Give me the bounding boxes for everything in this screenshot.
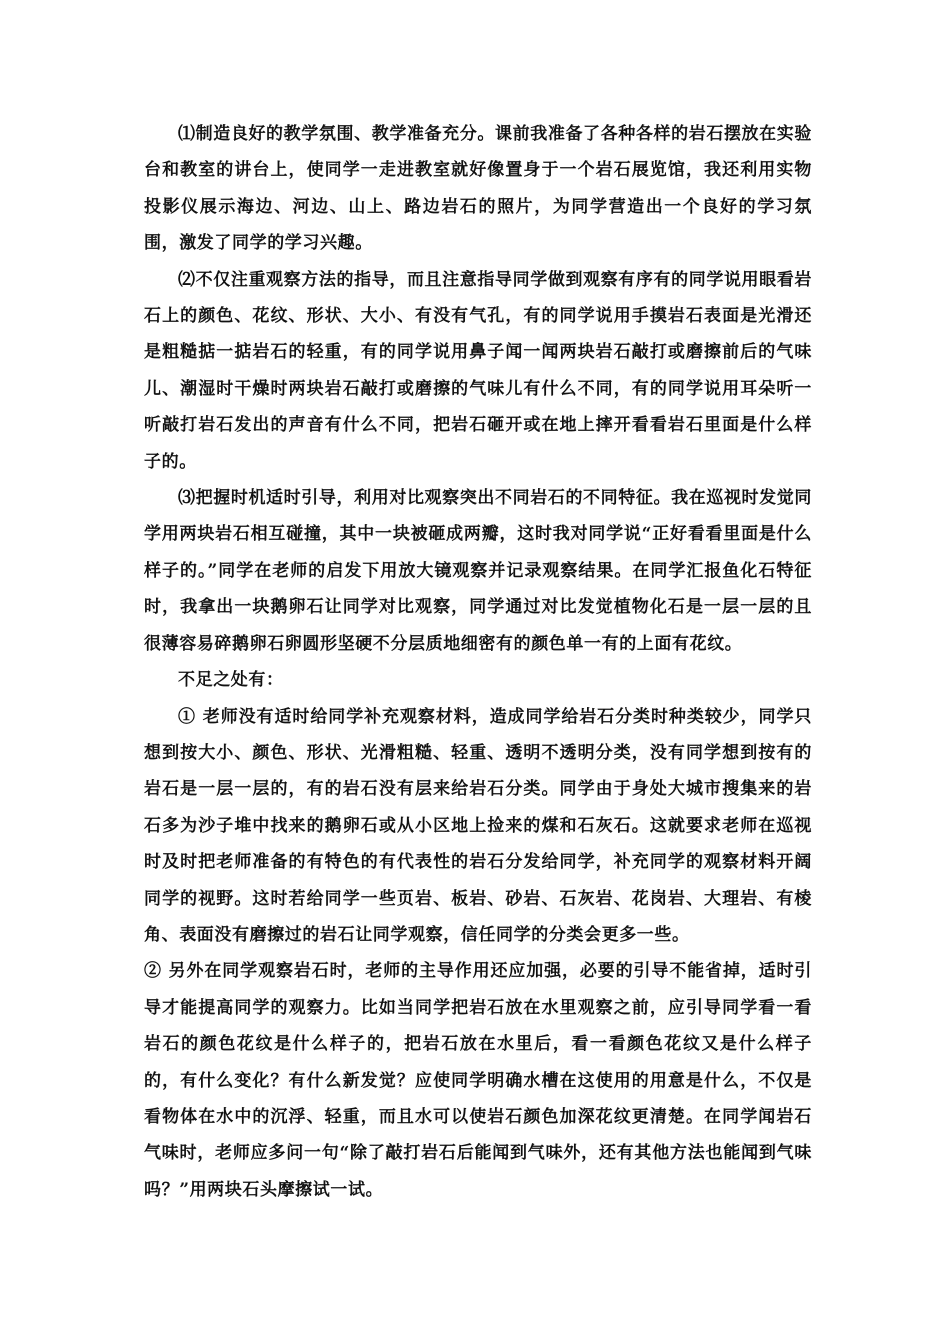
paragraph-1: ⑴制造良好的教学氛围、教学准备充分。课前我准备了各种各样的岩石摆放在实验台和教室的讲台上，使同学一走进教室就好像置身于一个岩石展览馆，我还利用实物投影仪展示海边、河边、山上、路边岩石的照片，为同学营造出一个良好的学习氛围，激发了同学的学习兴趣。	[144, 124, 812, 254]
shortcomings-heading: 不足之处有：	[178, 670, 284, 691]
shortcoming-2: ② 另外在同学观察岩石时，老师的主导作用还应加强，必要的引导不能省掉，适时引导才能提高同学的观察力。比如当同学把岩石放在水里观察之前，应引导同学看一看岩石的颜色花纹是什么样子的，把岩石放在水里后，看一看颜色花纹又是什么样子的，有什么变化？有什么新发觉？应使同学明确水槽在这使用的用意是什么，不仅是看物体在水中的沉浮、轻重，而且水可以使岩石颜色加深花纹更清楚。在同学闻岩石气味时，老师应多问一句“除了敲打岩石后能闻到气味外，还有其他方法也能闻到气味吗？”用两块石头摩擦试一试。	[144, 961, 812, 1200]
paragraph-2: ⑵不仅注重观察方法的指导，而且注意指导同学做到观察有序有的同学说用眼看岩石上的颜色、花纹、形状、大小、有没有气孔，有的同学说用手摸岩石表面是光滑还是粗糙掂一掂岩石的轻重，有的同学说用鼻子闻一闻两块岩石敲打或磨擦前后的气味儿、潮湿时干燥时两块岩石敲打或磨擦的气味儿有什么不同，有的同学说用耳朵听一听敲打岩石发出的声音有什么不同，把岩石砸开或在地上摔开看看岩石里面是什么样子的。	[144, 269, 812, 472]
document-page	[144, 116, 812, 1208]
shortcoming-1: ① 老师没有适时给同学补充观察材料，造成同学给岩石分类时种类较少，同学只想到按大小、颜色、形状、光滑粗糙、轻重、透明不透明分类，没有同学想到按有的岩石是一层一层的，有的岩石没有层来给岩石分类。同学由于身处大城市搜集来的岩石多为沙子堆中找来的鹅卵石或从小区地上捡来的煤和石灰石。这就要求老师在巡视时及时把老师准备的有特色的有代表性的岩石分发给同学，补充同学的观察材料开阔同学的视野。这时若给同学一些页岩、板岩、砂岩、石灰岩、花岗岩、大理岩、有棱角、表面没有磨擦过的岩石让同学观察，信任同学的分类会更多一些。	[144, 706, 812, 945]
paragraph-3: ⑶把握时机适时引导，利用对比观察突出不同岩石的不同特征。我在巡视时发觉同学用两块岩石相互碰撞，其中一块被砸成两瓣，这时我对同学说“正好看看里面是什么样子的。”同学在老师的启发下用放大镜观察并记录观察结果。在同学汇报鱼化石特征时，我拿出一块鹅卵石让同学对比观察，同学通过对比发觉植物化石是一层一层的且很薄容易碎鹅卵石卵圆形坚硬不分层质地细密有的颜色单一有的上面有花纹。	[144, 488, 812, 654]
